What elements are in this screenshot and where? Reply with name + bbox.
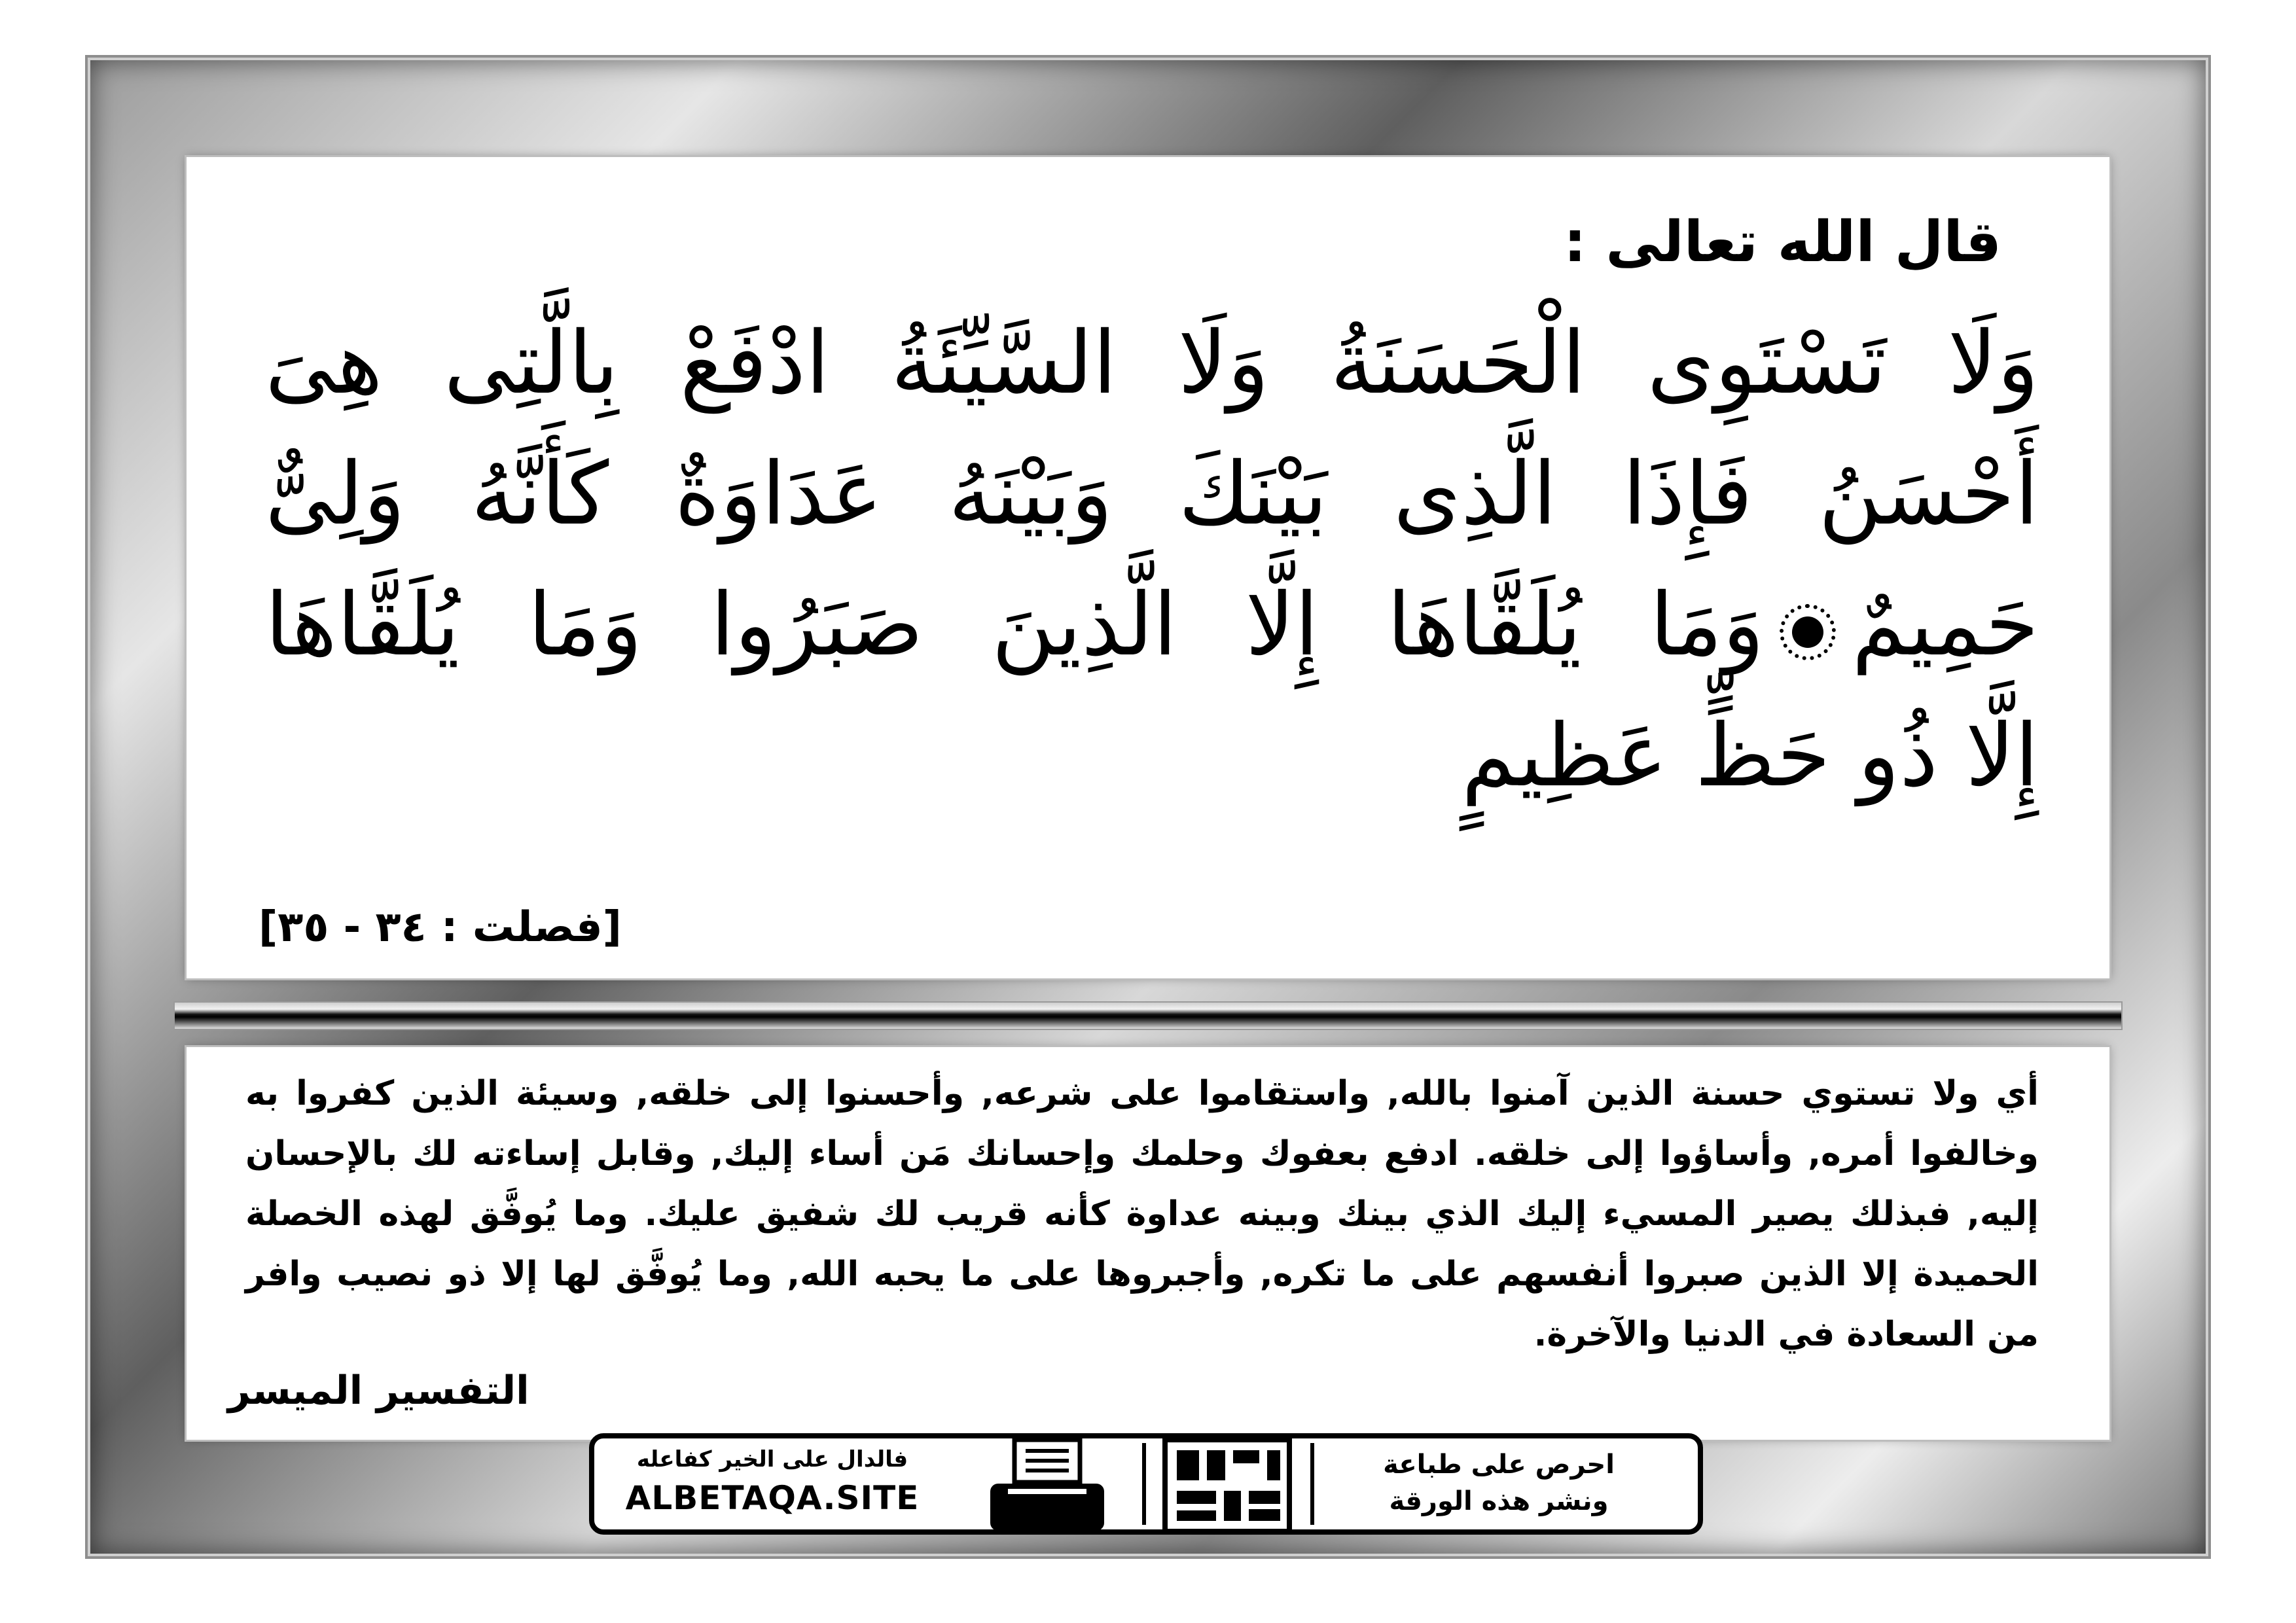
footer-request-line-1: احرص على طباعة (1383, 1450, 1615, 1480)
ayah-end-icon (1780, 604, 1836, 660)
verse-line-4: إِلَّا ذُو حَظٍّ عَظِيمٍ (1462, 705, 2039, 806)
verse-line-3b: وَمَا يُلَقَّاهَا إِلَّا الَّذِينَ صَبَرُوا وَمَا يُلَقَّاهَا (265, 575, 1765, 675)
daawa-logo-icon (1158, 1435, 1296, 1536)
tafsir-text: أي ولا تستوي حسنة الذين آمنوا بالله, واستقاموا على شرعه, وأحسنوا إلى خلقه, وسيئة الذين كفروا به وخالفوا أمره, وأساؤوا إلى خلقه. ادفع بعفوك وحلمك وإحسانك مَن أساء إليك, وقابل إساءته لك بالإحسان إليه, فبذلك يصير المسيء إليك الذي بينك وبينه عداوة كأنه قريب لك شفيق عليك. وما يُوفَّق لهذه الخصلة الحميدة إلا الذين صبروا أنفسهم على ما تكره, وأجبروها على ما يحبه الله, وما يُوفَّق لها إلا ذو نصيب وافر من السعادة في الدنيا والآخرة. (245, 1074, 2039, 1354)
footer-request-line-2: ونشر هذه الورقة (1389, 1486, 1609, 1516)
tafsir-source: التفسير الميسر (228, 1368, 529, 1414)
footer-separator-right (1310, 1443, 1314, 1525)
footer-request-block (1329, 1446, 1669, 1520)
verse-line-3 (265, 560, 2039, 690)
footer-separator-left (1142, 1443, 1146, 1525)
verse-line-1: وَلَا تَسْتَوِى الْحَسَنَةُ وَلَا السَّيِّئَةُ ادْفَعْ بِالَّتِى هِىَ (265, 313, 2039, 414)
verse-line-3a: حَمِيمٌ (1852, 575, 2039, 675)
quran-verse (265, 298, 2039, 821)
verse-heading: قال الله تعالى : (1564, 209, 2001, 275)
website-link[interactable]: ALBETAQA.SITE (625, 1479, 920, 1517)
verse-reference: [فصلت : ٣٤ - ٣٥] (259, 903, 622, 952)
divider-bar (173, 1001, 2123, 1030)
footer-slogan: فالدال على الخير كفاعله (636, 1446, 908, 1472)
verse-line-2: أَحْسَنُ فَإِذَا الَّذِى بَيْنَكَ وَبَيْنَهُ عَدَاوَةٌ كَأَنَّهُ وَلِىٌّ (265, 444, 2039, 544)
footer-website-block (609, 1446, 936, 1517)
printer-icon (985, 1436, 1109, 1535)
